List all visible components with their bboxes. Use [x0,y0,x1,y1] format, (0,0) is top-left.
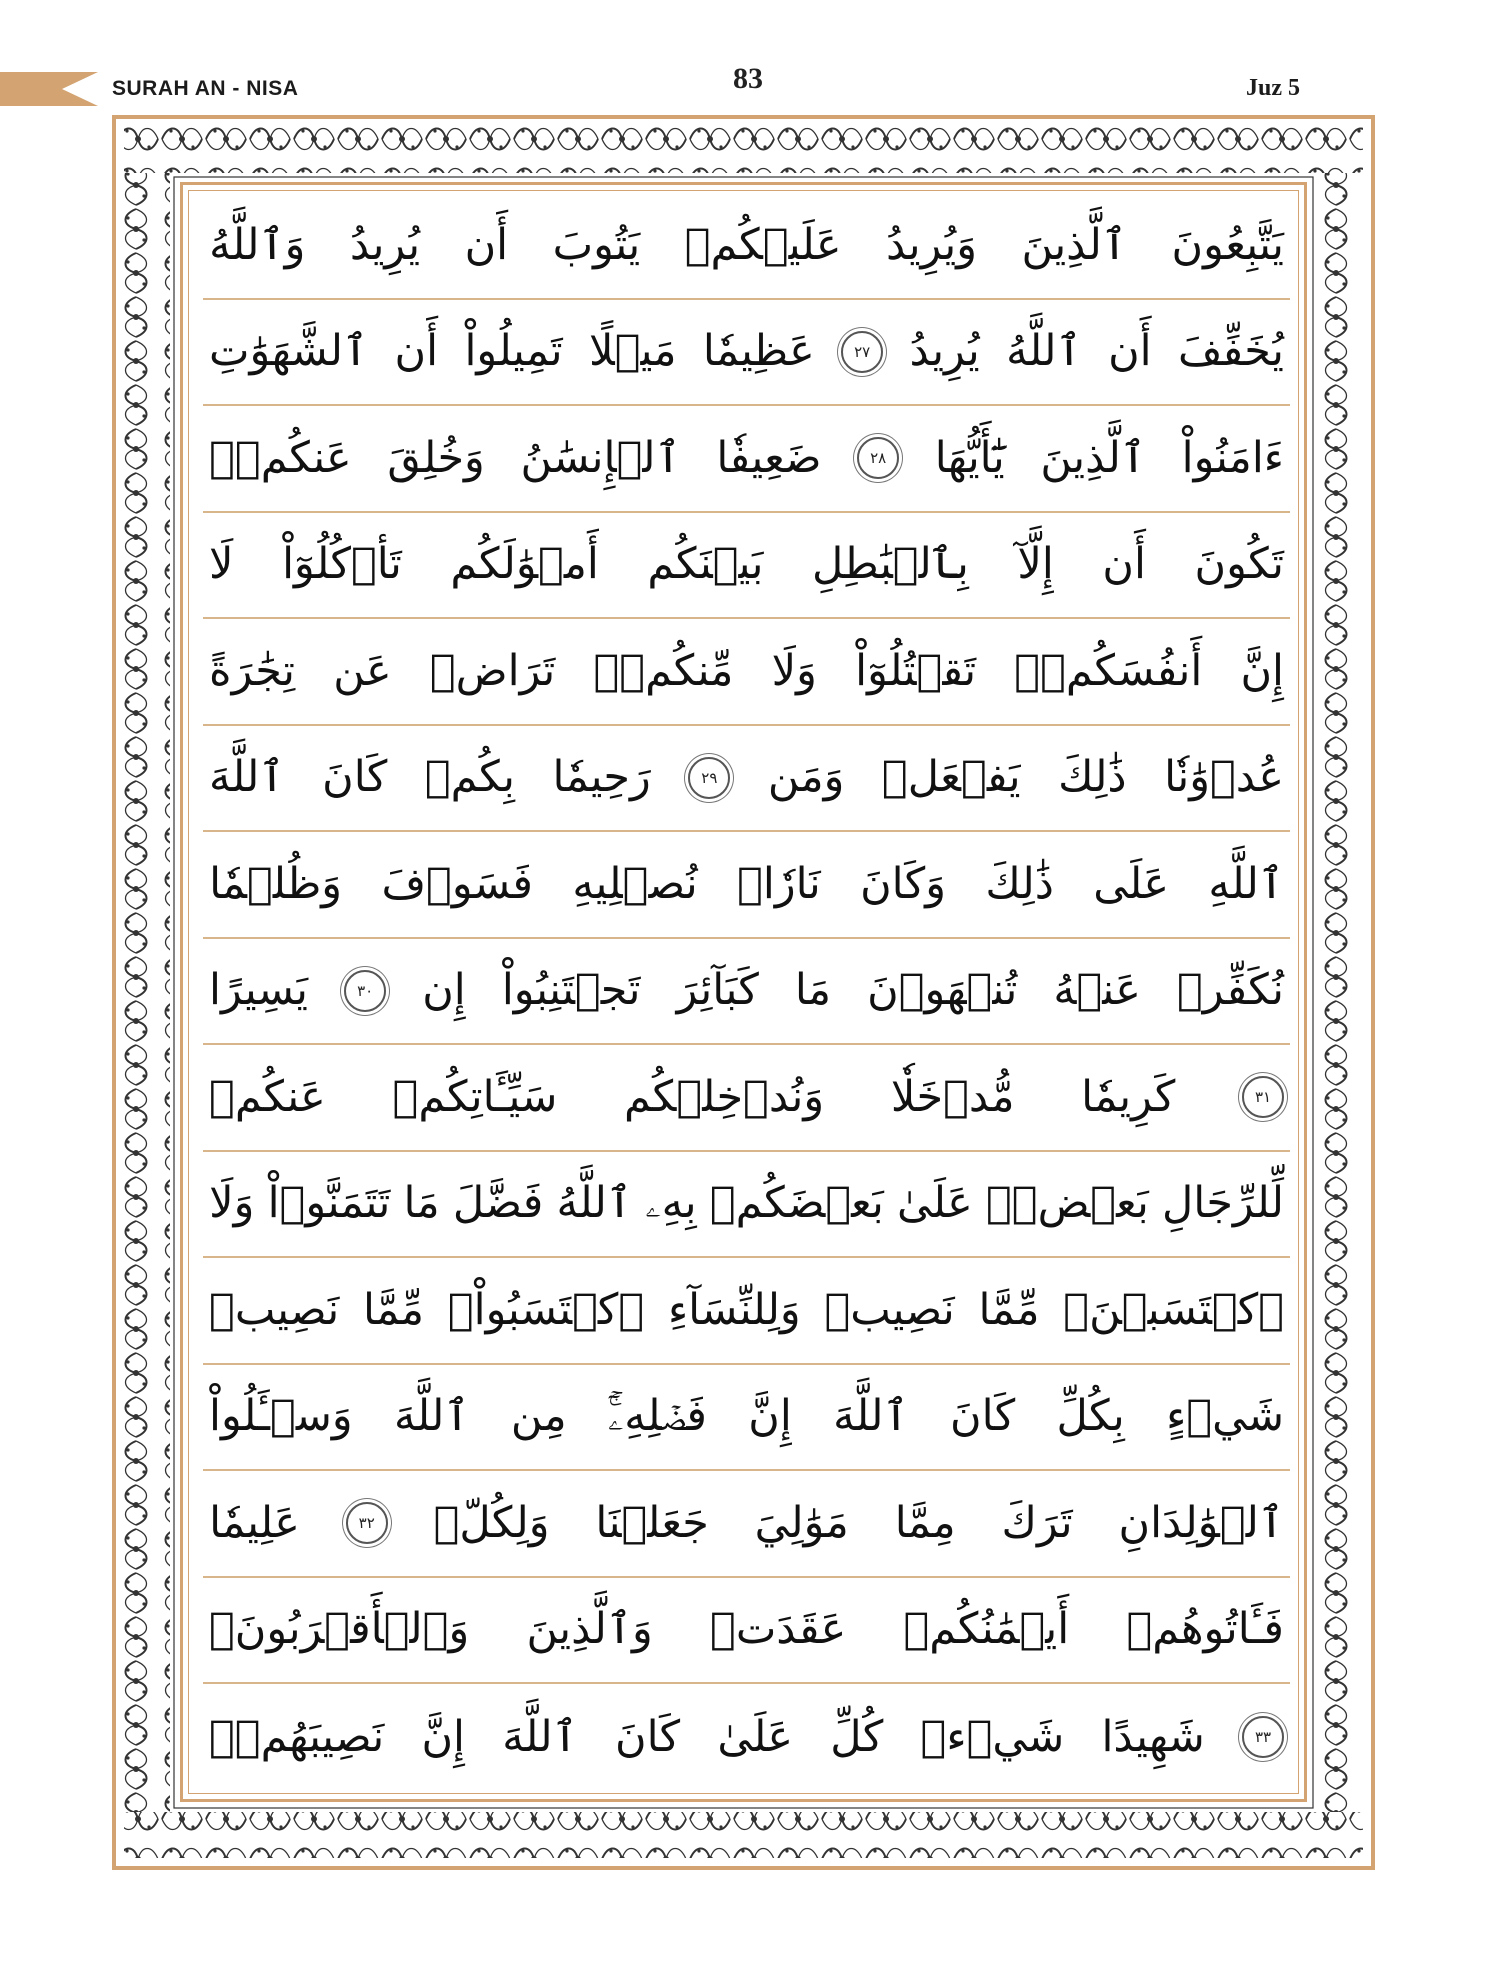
verse-word: عَنكُمۡ [209,1071,326,1122]
verse-word: ٱلۡوَٰلِدَانِ [1118,1497,1284,1548]
verse-word: عَن [333,645,392,696]
juz-label: Juz 5 [1246,75,1300,101]
verse-word: تِجَٰرَةً [209,645,296,696]
ayah-number-marker: ٢٧ [841,331,883,373]
verse-word: بِكُلِّ [1056,1391,1125,1442]
verse-word: بِكُمۡ [424,752,515,803]
verse-line [203,1045,1290,1152]
verse-word: وَٱلَّذِينَ [526,1604,653,1655]
verse-word: يَتَّبِعُونَ [1171,219,1284,270]
verse-line [203,832,1290,939]
verse-word: وَخُلِقَ [387,432,485,483]
verse-word: شَيۡءٍ [1166,1391,1284,1442]
verse-word: وَلِلنِّسَآءِ [667,1284,801,1335]
verse-word: فَضَّلَ [452,1178,544,1229]
verse-word: أَيۡمَٰنُكُمۡ [903,1604,1070,1655]
verse-line [203,726,1290,833]
verse-word: فَسَوۡفَ [381,858,533,909]
verse-word: ٱكۡتَسَبۡنَۚ [1063,1284,1284,1335]
verse-word: بِٱلۡبَٰطِلِ [811,539,969,590]
verse-word: كَانَ [950,1391,1016,1442]
verse-line [203,1684,1290,1791]
verse-word: أَمۡوَٰلَكُم [450,539,599,590]
verse-lines [203,193,1290,1791]
page-number: 83 [733,62,763,95]
verse-word: وَلَا [209,1178,255,1229]
verse-word: تَجۡتَنِبُواْ [501,965,641,1016]
verse-word: مِّمَّا [978,1284,1040,1335]
verse-word: شَيۡءٖ [920,1711,1065,1762]
page-frame [112,115,1375,1870]
verse-word: وَٱللَّهُ [209,219,306,270]
verse-word: يُرِيدُ [909,326,980,377]
verse-word: وَمَن [767,752,845,803]
verse-word: إِلَّآ [1017,539,1054,590]
verse-word: ٱللَّهَ [502,1711,578,1762]
verse-word: بَعۡضٖۚ [985,1178,1149,1229]
verse-word: نُكَفِّرۡ [1177,965,1284,1016]
verse-word: كَرِيمٗا [1081,1071,1176,1122]
verse-word: ءَامَنُواْ [1181,432,1284,483]
verse-word: مِّنكُمۡۚ [593,645,734,696]
verse-word: تَقۡتُلُوٓاْ [855,645,977,696]
verse-word: ٱللَّهَ [209,752,285,803]
verse-word: ٱلۡإِنسَٰنُ [520,432,681,483]
verse-line [203,1365,1290,1472]
verse-word: إِنَّ [421,1711,465,1762]
verse-word: تَرَكَ [1001,1497,1073,1548]
verse-word: بِهِۦ [645,1178,697,1229]
verse-word: يُخَفِّفَ [1178,326,1284,377]
verse-word: لَا [209,539,234,590]
verse-word: ٱللَّهَ [393,1391,470,1442]
ayah-number-marker: ٣٢ [346,1502,388,1544]
verse-word: نَصِيبٞ [824,1284,955,1335]
verse-word: يُرِيدُ [349,219,421,270]
verse-word: أَن [464,219,509,270]
verse-word: تُنۡهَوۡنَ [867,965,1018,1016]
verse-word: عَلَىٰ [897,1178,973,1229]
text-area [180,182,1307,1802]
verse-word: عَقَدَتۡ [710,1604,847,1655]
verse-word: يَٰٓأَيُّهَا [934,432,1005,483]
verse-word: عُدۡوَٰنٗا [1164,752,1284,803]
verse-word: مِّمَّا [363,1284,425,1335]
verse-word: أَن [1102,539,1146,590]
verse-word: ٱللَّهَ [833,1391,909,1442]
verse-word: ضَعِيفٗا [716,432,822,483]
verse-word: وَلِكُلّٖ [433,1497,550,1548]
surah-title: SURAH AN - NISA [112,77,299,100]
verse-word: عَظِيمٗا [702,326,815,377]
verse-word: ذَٰلِكَ [1058,752,1127,803]
verse-word: فَضۡلِهِۦٓۚ [607,1391,707,1442]
verse-word: تَرَاضٖ [429,645,556,696]
verse-line [203,939,1290,1046]
verse-line [203,1578,1290,1685]
verse-word: نَارٗاۚ [737,858,821,909]
verse-word: عَنكُمۡۚ [209,432,352,483]
verse-word: كَبَآئِرَ [676,965,759,1016]
ayah-number-marker: ٢٩ [688,757,730,799]
verse-word: ٱللَّهُ [1006,326,1082,377]
verse-word: بَيۡنَكُم [647,539,764,590]
verse-word: نَصِيبَهُمۡۚ [209,1711,385,1762]
verse-word: تَمِيلُواْ [464,326,563,377]
verse-word: أَن [1108,326,1152,377]
verse-word: عَلَىٰ [717,1711,794,1762]
ayah-number-marker: ٣٠ [344,970,386,1012]
verse-word: بَعۡضَكُمۡ [709,1178,884,1229]
verse-line [203,619,1290,726]
verse-word: نَصِيبٞ [209,1284,340,1335]
verse-word: يَفۡعَلۡ [881,752,1021,803]
verse-line [203,1152,1290,1259]
verse-word: كَانَ [322,752,388,803]
verse-word: عَلَيۡكُمۡ [684,219,842,270]
verse-word: وَيُرِيدُ [886,219,978,270]
verse-word: مُّدۡخَلٗا [890,1071,1015,1122]
verse-word: ٱللَّهِ [1208,858,1284,909]
verse-word: تَكُونَ [1194,539,1284,590]
verse-word: ٱكۡتَسَبُواْۖ [447,1284,645,1335]
verse-word: وَسۡـَٔلُواْ [209,1391,353,1442]
verse-line [203,300,1290,407]
verse-word: إِنَّ [1240,645,1284,696]
ayah-number-marker: ٣٣ [1242,1716,1284,1758]
verse-word: إِنَّ [748,1391,792,1442]
verse-word: ٱلَّذِينَ [1040,432,1146,483]
verse-word: نُصۡلِيهِ [572,858,698,909]
verse-word: أَن [394,326,439,377]
verse-word: وَكَانَ [860,858,946,909]
verse-line [203,193,1290,300]
verse-word: ٱلشَّهَوَٰتِ [209,326,369,377]
verse-word: فَـَٔاتُوهُمۡ [1126,1604,1284,1655]
verse-word: ٱللَّهُ [556,1178,633,1229]
verse-word: وَظُلۡمٗا [209,858,343,909]
verse-word: مِن [510,1391,567,1442]
verse-word: عَلَى [1093,858,1170,909]
verse-word: أَنفُسَكُمۡۚ [1014,645,1203,696]
verse-word: مَا [403,1178,440,1229]
verse-word: تَأۡكُلُوٓاْ [282,539,402,590]
verse-word: إِن [422,965,466,1016]
verse-word: جَعَلۡنَا [595,1497,709,1548]
verse-word: وَٱلۡأَقۡرَبُونَۚ [209,1604,470,1655]
verse-line [203,1471,1290,1578]
verse-line [203,406,1290,513]
verse-word: وَلَا [771,645,817,696]
verse-line [203,1258,1290,1365]
verse-word: سَيِّـَٔاتِكُمۡ [392,1071,558,1122]
verse-word: مَيۡلًا [589,326,677,377]
verse-word: يَتُوبَ [552,219,641,270]
verse-line [203,513,1290,620]
verse-word: كَانَ [615,1711,681,1762]
verse-word: تَتَمَنَّوۡاْ [267,1178,391,1229]
verse-word: شَهِيدًا [1101,1711,1205,1762]
verse-word: عَلِيمٗا [209,1497,300,1548]
verse-word: عَنۡهُ [1053,965,1141,1016]
verse-word: لِّلرِّجَالِ [1162,1178,1284,1229]
ayah-number-marker: ٢٨ [857,437,899,479]
verse-word: مَا [794,965,832,1016]
ayah-number-marker: ٣١ [1242,1076,1284,1118]
verse-word: مَوَٰلِيَ [754,1497,849,1548]
verse-word: وَنُدۡخِلۡكُم [624,1071,825,1122]
verse-word: مِمَّا [894,1497,956,1548]
verse-word: ٱلَّذِينَ [1021,219,1128,270]
verse-word: كُلِّ [830,1711,884,1762]
verse-word: يَسِيرًا [209,965,309,1016]
verse-word: ذَٰلِكَ [985,858,1054,909]
verse-word: رَحِيمٗا [552,752,651,803]
